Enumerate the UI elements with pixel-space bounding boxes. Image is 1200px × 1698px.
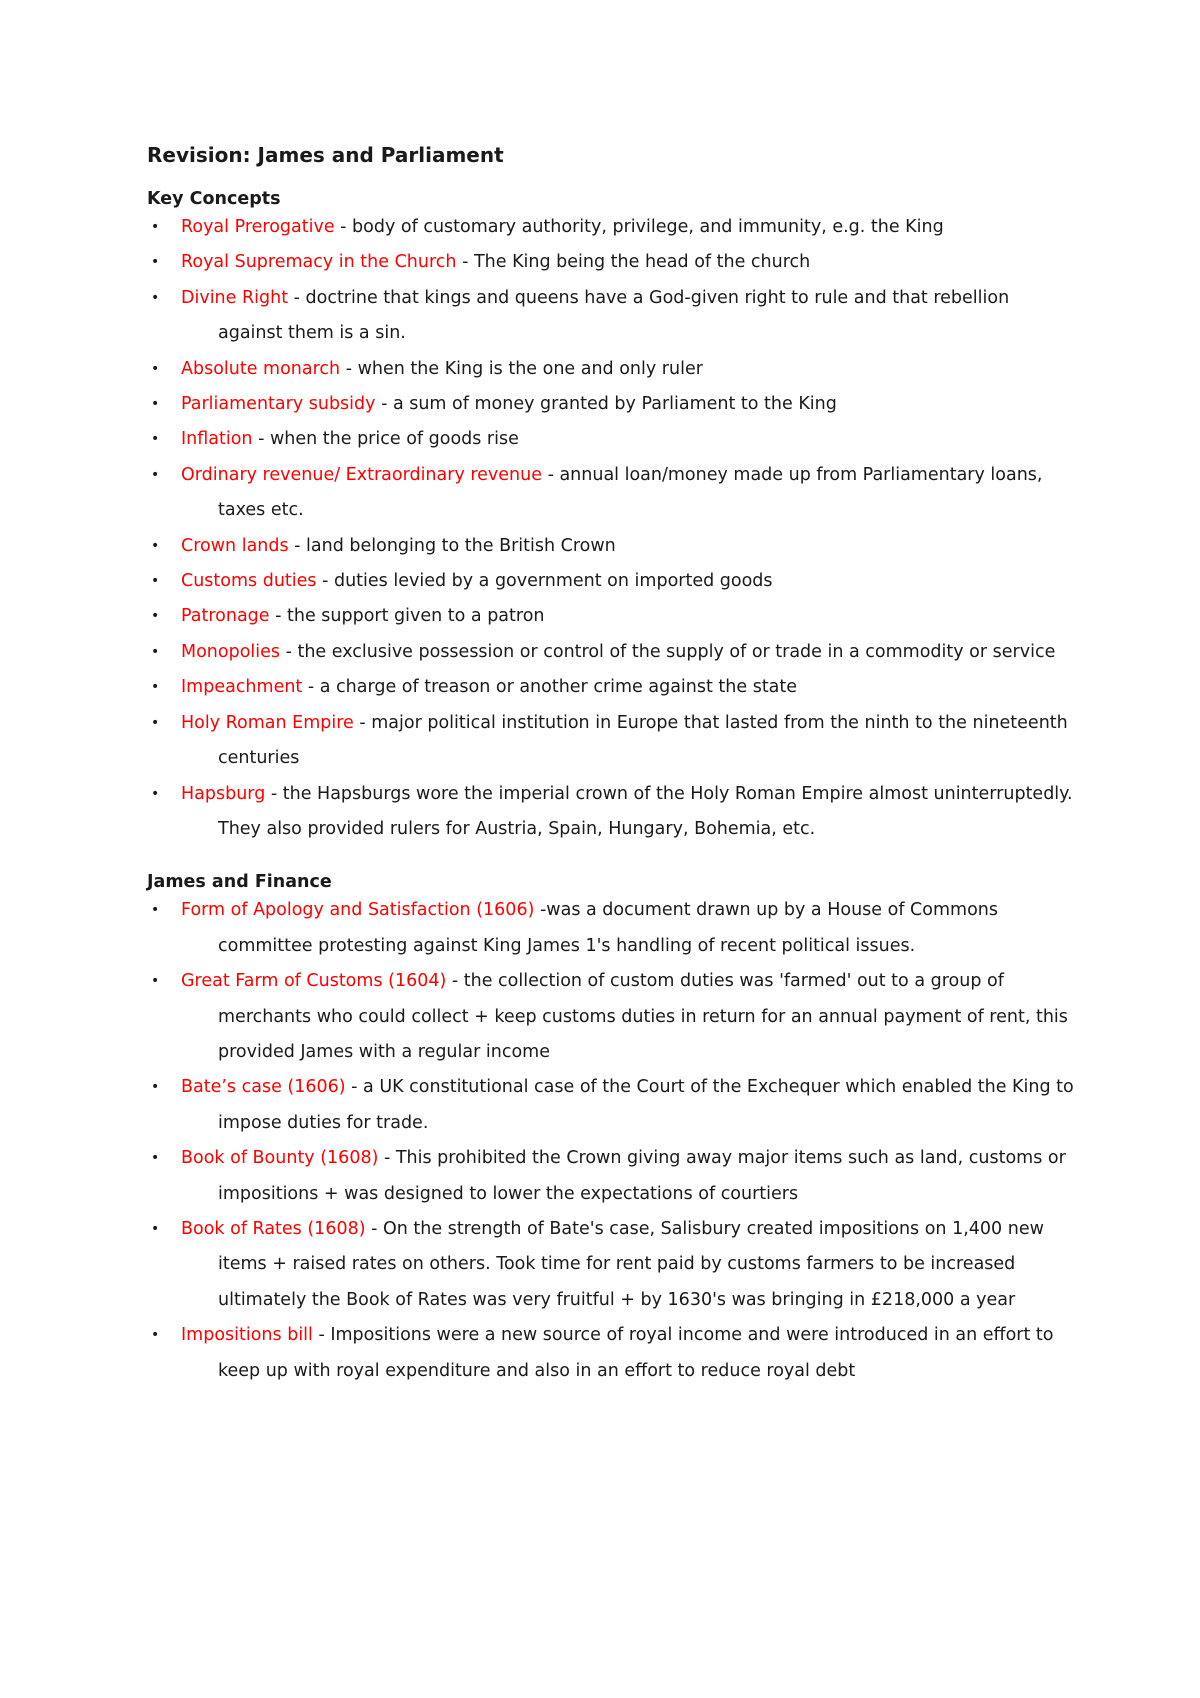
- list-item: [147, 245, 1077, 280]
- list-item-text: [181, 352, 1077, 387]
- bullet-icon: •: [151, 537, 160, 554]
- bullet-icon: •: [151, 902, 160, 919]
- bullet-icon: •: [151, 219, 160, 235]
- definition-text: -was a document drawn up by a House of Commons committee protesting against King James 1's handling of recent political issues.: [218, 900, 998, 956]
- list-item: [147, 599, 1077, 634]
- bullet-icon: •: [151, 573, 160, 590]
- definition-text: - doctrine that kings and queens have a God-given right to rule and that rebellion against them is a sin.: [218, 287, 1010, 344]
- list-item: [147, 529, 1077, 564]
- definition-text: - Impositions were a new source of royal income and were introduced in an effort to keep up with royal expenditure and also in an effort to reduce royal debt: [218, 1325, 1054, 1381]
- term-label: Inflation: [181, 429, 253, 450]
- term-label: Holy Roman Empire: [181, 712, 354, 733]
- list-item-text: [181, 245, 1077, 280]
- list-item: [147, 706, 1077, 777]
- bullet-icon: •: [151, 714, 160, 731]
- bullet-icon: •: [151, 431, 160, 448]
- list-item-text: [181, 1212, 1077, 1318]
- bullet-icon: •: [151, 1220, 160, 1237]
- term-label: Absolute monarch: [181, 358, 341, 379]
- bullet-icon: •: [151, 785, 160, 802]
- list-item: [147, 458, 1077, 529]
- list-item-text: [181, 599, 1077, 634]
- list-item-text: [181, 529, 1077, 564]
- bullet-list: [147, 210, 1077, 847]
- term-label: Royal Supremacy in the Church: [181, 252, 457, 273]
- document-page: [147, 142, 1077, 1389]
- list-item: [147, 635, 1077, 670]
- bullet-icon: •: [151, 289, 160, 306]
- definition-text: - duties levied by a government on imported goods: [316, 571, 773, 592]
- document-title: Revision: James and Parliament: [147, 143, 504, 167]
- term-label: Ordinary revenue/ Extraordinary revenue: [181, 464, 543, 485]
- bullet-icon: •: [151, 1150, 160, 1167]
- list-item: [147, 422, 1077, 457]
- term-label: Impeachment: [181, 677, 303, 698]
- term-label: Parliamentary subsidy: [181, 394, 376, 415]
- term-label: Customs duties: [181, 571, 317, 592]
- term-label: Form of Apology and Satisfaction (1606): [181, 900, 535, 921]
- definition-text: - a charge of treason or another crime against the state: [302, 677, 798, 698]
- list-item-text: [181, 670, 1077, 705]
- list-item-text: [181, 777, 1077, 848]
- list-item: [147, 352, 1077, 387]
- definition-text: - land belonging to the British Crown: [288, 535, 616, 556]
- definition-text: - a UK constitutional case of the Court of the Exchequer which enabled the King to impose duties for trade.: [218, 1077, 1074, 1133]
- definition-text: - The King being the head of the church: [456, 252, 811, 273]
- definition-text: - annual loan/money made up from Parliamentary loans, taxes etc.: [218, 464, 1043, 521]
- list-item: [147, 210, 1077, 245]
- bullet-icon: •: [151, 1327, 160, 1344]
- bullet-icon: •: [151, 643, 160, 660]
- list-item-text: [181, 1070, 1077, 1141]
- definition-text: - when the price of goods rise: [252, 429, 519, 450]
- list-item: [147, 893, 1077, 964]
- list-item-text: [181, 422, 1077, 457]
- definition-text: - the collection of custom duties was 'farmed' out to a group of merchants who could collect + keep customs duties in return for an annual payment of rent, this provided James with a regular income: [218, 971, 1068, 1062]
- definition-text: - body of customary authority, privilege, and immunity, e.g. the King: [334, 217, 944, 237]
- definition-text: - a sum of money granted by Parliament to the King: [375, 394, 837, 415]
- list-item: [147, 1318, 1077, 1389]
- term-label: Book of Rates (1608): [181, 1218, 366, 1239]
- list-item-text: [181, 210, 1077, 245]
- list-item-text: [181, 387, 1077, 422]
- section-heading: James and Finance: [147, 872, 332, 893]
- bullet-icon: •: [151, 396, 160, 413]
- list-item: [147, 387, 1077, 422]
- list-item: [147, 777, 1077, 848]
- definition-text: - when the King is the one and only ruler: [340, 358, 703, 379]
- section-heading: Key Concepts: [147, 189, 281, 209]
- term-label: Royal Prerogative: [181, 217, 335, 237]
- list-item-text: [181, 893, 1077, 964]
- bullet-icon: •: [151, 254, 160, 271]
- key-concepts-section: [147, 188, 1077, 847]
- list-item: [147, 1212, 1077, 1318]
- definition-text: - the Hapsburgs wore the imperial crown of the Holy Roman Empire almost uninterruptedly. They also provided rulers for Austria, Spain, Hungary, Bohemia, etc.: [218, 783, 1073, 839]
- james-and-finance-section: [147, 871, 1077, 1389]
- list-item-text: [181, 964, 1077, 1070]
- list-item-text: [181, 564, 1077, 599]
- term-label: Great Farm of Customs (1604): [181, 971, 447, 992]
- list-item-text: [181, 706, 1077, 777]
- term-label: Bate’s case (1606): [181, 1077, 346, 1098]
- definition-text: - the support given to a patron: [269, 606, 545, 627]
- list-item-text: [181, 1141, 1077, 1212]
- list-item: [147, 1141, 1077, 1212]
- list-item: [147, 1070, 1077, 1141]
- term-label: Book of Bounty (1608): [181, 1148, 379, 1169]
- list-item: [147, 670, 1077, 705]
- list-item-text: [181, 458, 1077, 529]
- definition-text: - the exclusive possession or control of the supply of or trade in a commodity or service: [280, 641, 1056, 662]
- bullet-icon: •: [151, 466, 160, 483]
- term-label: Divine Right: [181, 287, 289, 308]
- term-label: Crown lands: [181, 535, 289, 556]
- list-item-text: [181, 1318, 1077, 1389]
- term-label: Impositions bill: [181, 1325, 313, 1346]
- term-label: Hapsburg: [181, 783, 266, 804]
- list-item: [147, 281, 1077, 352]
- bullet-list: [147, 893, 1077, 1389]
- bullet-icon: •: [151, 1079, 160, 1096]
- definition-text: - This prohibited the Crown giving away major items such as land, customs or impositions + was designed to lower the expectations of courtiers: [218, 1148, 1066, 1204]
- list-item: [147, 564, 1077, 599]
- definition-text: - On the strength of Bate's case, Salisbury created impositions on 1,400 new items + raised rates on others. Took time for rent paid by customs farmers to be increased ultimately the Book of Rates was very fruitful + by 1630's was bringing in £218,000 a year: [218, 1218, 1044, 1310]
- list-item-text: [181, 635, 1077, 670]
- term-label: Patronage: [181, 606, 270, 627]
- term-label: Monopolies: [181, 641, 281, 662]
- bullet-icon: •: [151, 360, 160, 377]
- bullet-icon: •: [151, 608, 160, 625]
- list-item-text: [181, 281, 1077, 352]
- bullet-icon: •: [151, 679, 160, 696]
- definition-text: - major political institution in Europe that lasted from the ninth to the nineteenth centuries: [218, 712, 1068, 769]
- bullet-icon: •: [151, 973, 160, 990]
- list-item: [147, 964, 1077, 1070]
